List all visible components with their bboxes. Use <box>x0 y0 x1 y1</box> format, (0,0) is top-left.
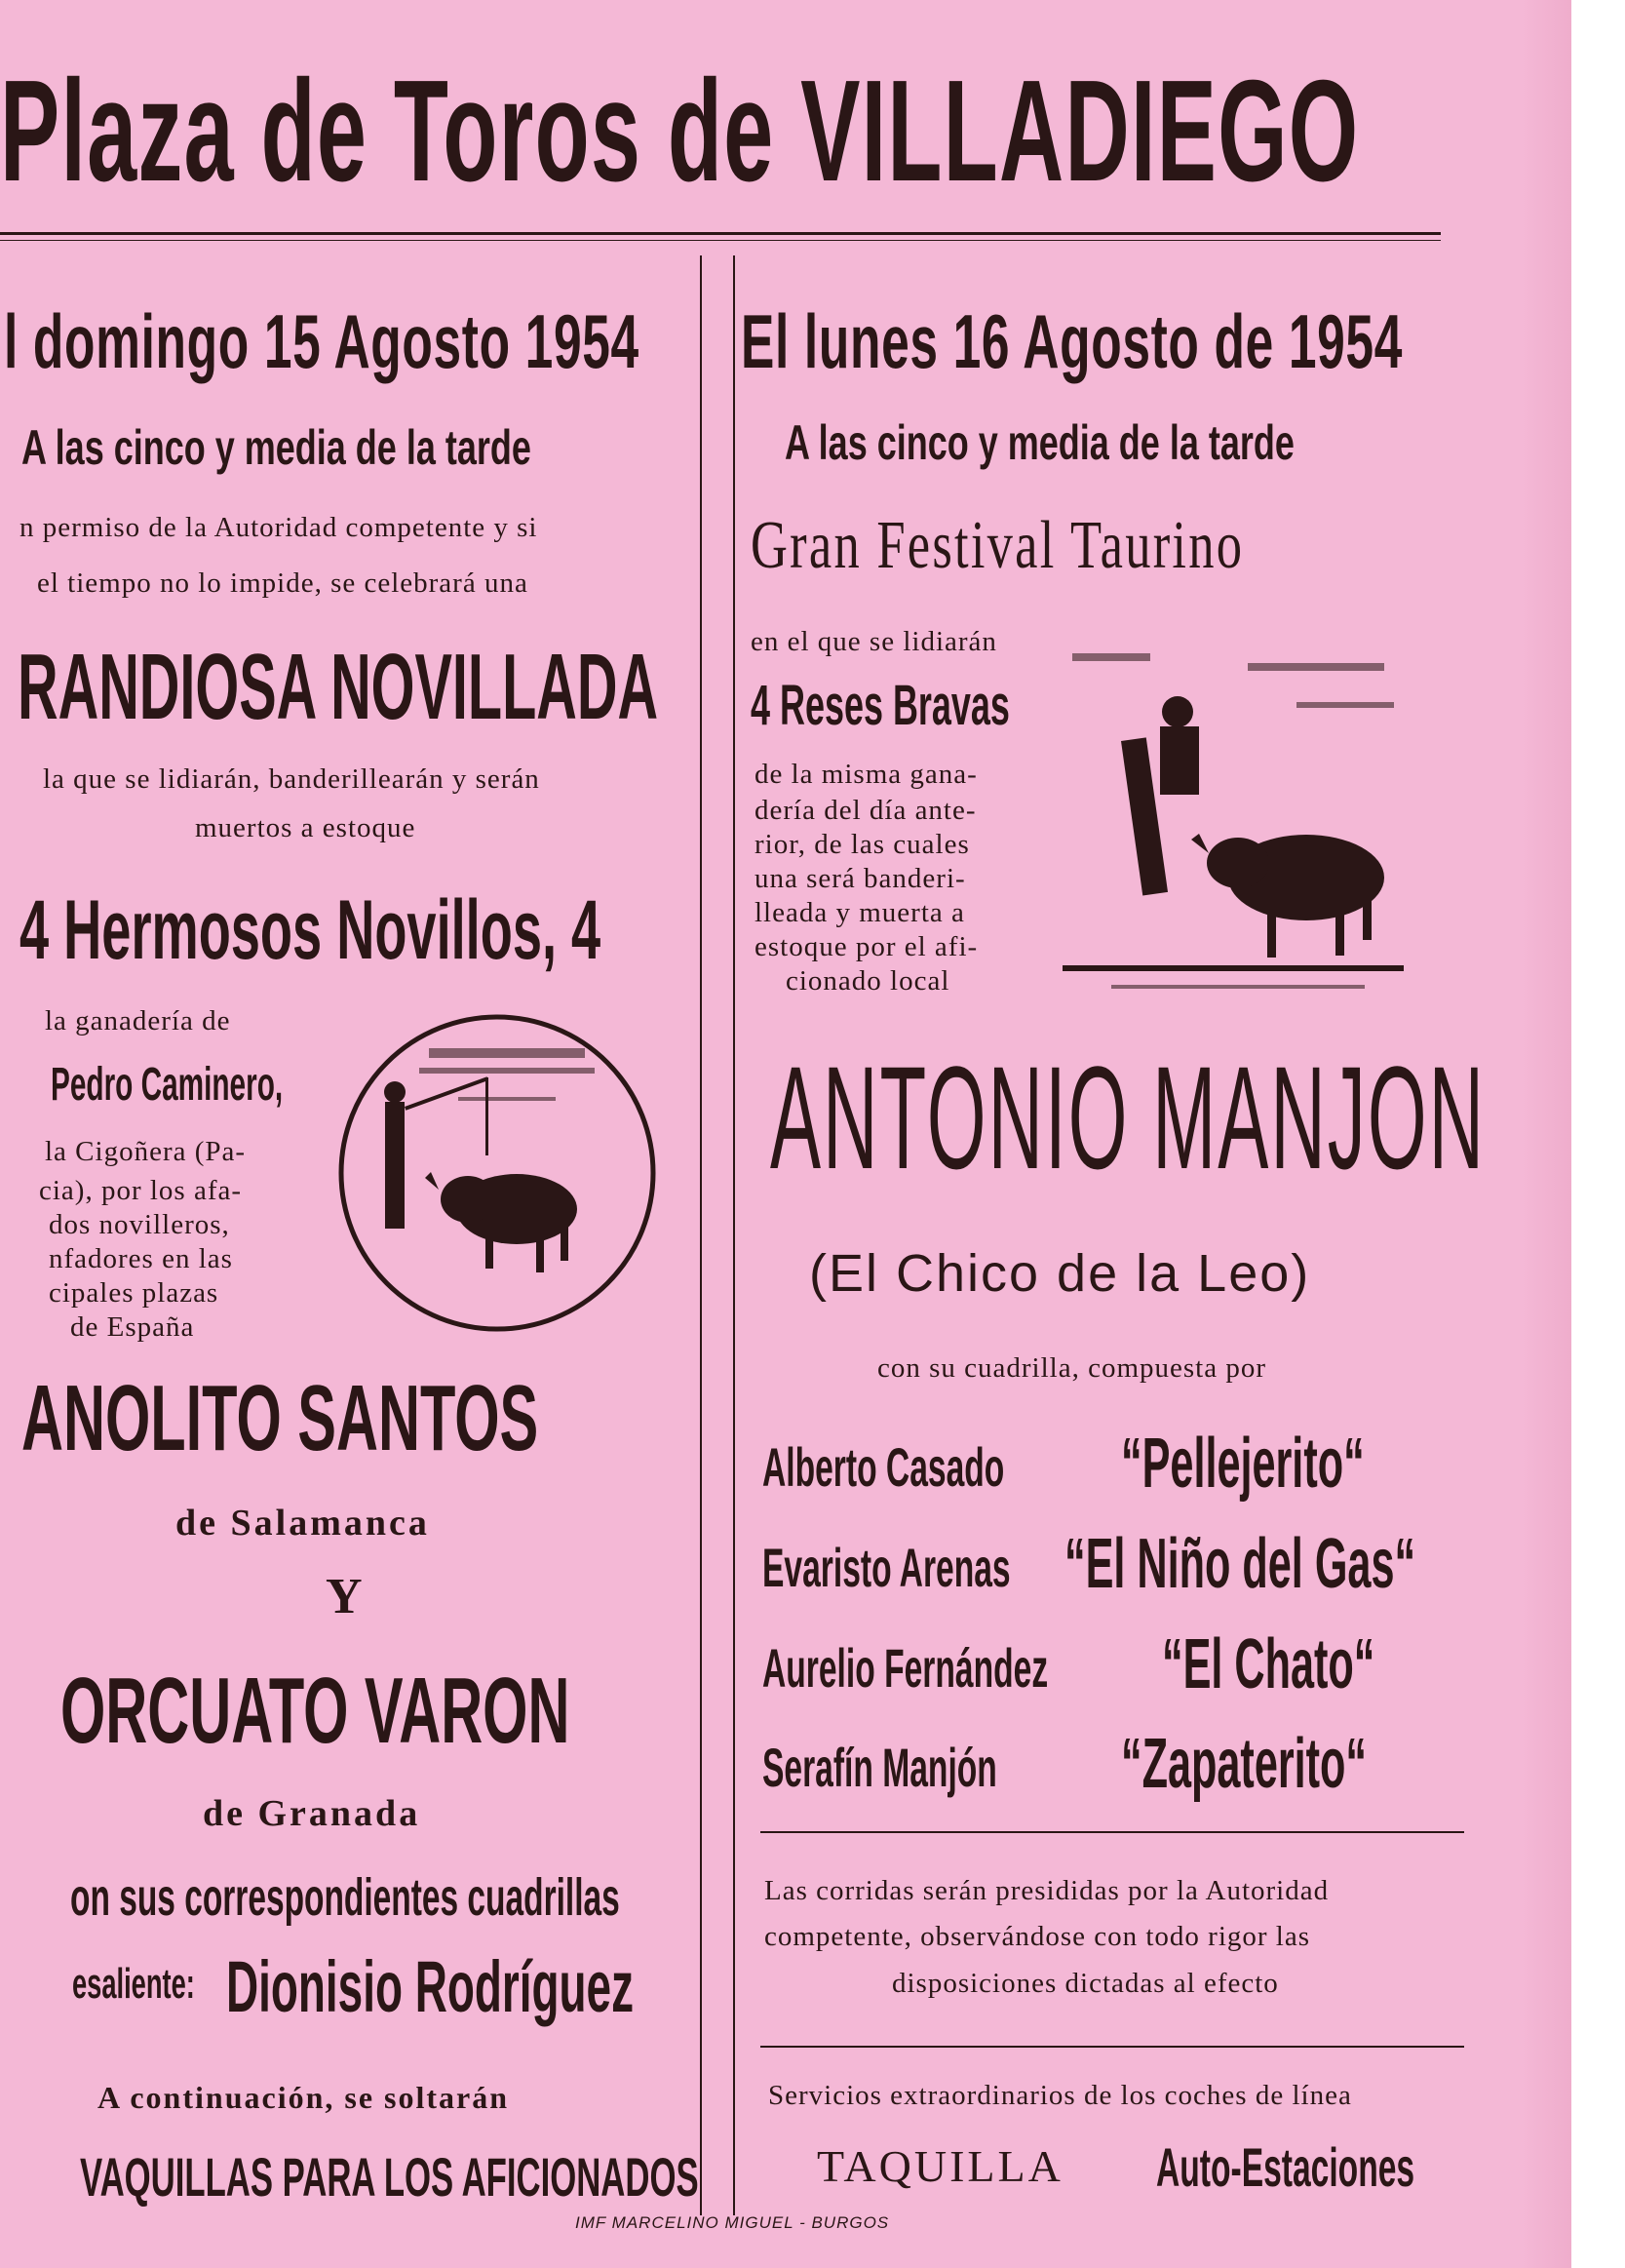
left-event: RANDIOSA NOVILLADA <box>18 635 659 739</box>
right-reses: 4 Reses Bravas <box>751 674 1010 737</box>
right-desc-1: de la misma gana- <box>754 759 978 790</box>
left-matador-2-origin: de Granada <box>203 1793 421 1834</box>
right-cuadrilla-intro: con su cuadrilla, compuesta por <box>877 1352 1267 1384</box>
right-cuadrilla-4-name: Serafín Manjón <box>762 1737 997 1798</box>
right-desc-3: rior, de las cuales <box>754 829 970 860</box>
notice-rule-top <box>760 1831 1464 1833</box>
right-desc-2: dería del día ante- <box>754 795 977 826</box>
left-ganaderia-5: nfadores en las <box>49 1243 233 1274</box>
poster-edge <box>1521 0 1571 2268</box>
left-matador-1-origin: de Salamanca <box>175 1503 430 1544</box>
right-desc-5: lleada y muerta a <box>754 897 965 928</box>
right-cuadrilla-1-name: Alberto Casado <box>762 1436 1005 1498</box>
right-taquilla-place: Auto-Estaciones <box>1156 2136 1415 2198</box>
left-ganaderia-3: cia), por los afa- <box>39 1175 243 1206</box>
poster-title: Plaza de Toros de VILLADIEGO <box>0 51 1360 212</box>
left-matador-1: ANOLITO SANTOS <box>21 1366 539 1470</box>
left-time: A las cinco y media de la tarde <box>21 420 531 475</box>
festival-vignette <box>1053 634 1423 995</box>
right-lidiaran: en el que se lidiarán <box>751 626 997 657</box>
left-connector: Y <box>326 1569 363 1624</box>
left-vaquillas: VAQUILLAS PARA LOS AFICIONADOS <box>80 2146 699 2208</box>
left-date: l domingo 15 Agosto 1954 <box>4 298 639 384</box>
left-desc-line-2: muertos a estoque <box>195 812 416 843</box>
left-intro-line-2: el tiempo no lo impide, se celebrará una <box>37 567 528 599</box>
right-matador: ANTONIO MANJON <box>770 1036 1487 1199</box>
left-matador-2: ORCUATO VARON <box>60 1659 570 1763</box>
right-taquilla-label: TAQUILLA <box>817 2141 1064 2191</box>
right-cuadrilla-2-alias: “El Niño del Gas“ <box>1064 1525 1416 1603</box>
left-intro-line-1: n permiso de la Autoridad competente y si <box>19 512 538 543</box>
column-divider-2 <box>733 255 735 2215</box>
left-ganaderia-2: la Cigoñera (Pa- <box>45 1136 247 1167</box>
right-cuadrilla-4-alias: “Zapaterito“ <box>1121 1725 1368 1803</box>
right-notice-1: Las corridas serán presididas por la Autoridad <box>764 1875 1330 1906</box>
left-novillos: 4 Hermosos Novillos, 4 <box>19 883 601 977</box>
left-ganaderia-1: la ganadería de <box>45 1005 231 1036</box>
right-notice-2: competente, observándose con todo rigor las <box>764 1921 1311 1952</box>
title-rule <box>0 232 1441 235</box>
right-desc-7: cionado local <box>786 965 950 997</box>
right-date: El lunes 16 Agosto de 1954 <box>741 298 1404 384</box>
left-continuation: A continuación, se soltarán <box>97 2080 510 2115</box>
right-cuadrilla-1-alias: “Pellejerito“ <box>1121 1425 1365 1503</box>
column-divider <box>700 255 702 2215</box>
notice-rule-bottom <box>760 2046 1464 2048</box>
right-notice-3: disposiciones dictadas al efecto <box>892 1968 1279 1999</box>
left-ganaderia-7: de España <box>70 1311 195 1343</box>
right-cuadrilla-3-name: Aurelio Fernández <box>762 1637 1049 1699</box>
left-sobresaliente-label: esaliente: <box>72 1960 195 2008</box>
left-ganaderia-name: Pedro Caminero, <box>51 1059 284 1111</box>
right-cuadrilla-2-name: Evaristo Arenas <box>762 1537 1011 1598</box>
right-cuadrilla-3-alias: “El Chato“ <box>1162 1625 1375 1703</box>
right-time: A las cinco y media de la tarde <box>785 415 1295 470</box>
left-sobresaliente-name: Dionisio Rodríguez <box>226 1946 635 2027</box>
left-cuadrillas: on sus correspondientes cuadrillas <box>70 1868 620 1927</box>
right-desc-4: una será banderi- <box>754 863 966 894</box>
right-services: Servicios extraordinarios de los coches de línea <box>768 2080 1352 2111</box>
right-event: Gran Festival Taurino <box>751 508 1245 583</box>
left-ganaderia-6: cipales plazas <box>49 1277 219 1309</box>
left-desc-line-1: la que se lidiarán, banderillearán y serán <box>43 763 540 795</box>
right-matador-alias: (El Chico de la Leo) <box>809 1244 1311 1303</box>
left-ganaderia-4: dos novilleros, <box>49 1209 230 1240</box>
right-desc-6: estoque por el afi- <box>754 931 979 962</box>
bullfight-vignette-circle <box>331 1009 663 1336</box>
printer-credit: IMF MARCELINO MIGUEL - BURGOS <box>575 2213 890 2232</box>
title-rule-thin <box>0 240 1441 241</box>
